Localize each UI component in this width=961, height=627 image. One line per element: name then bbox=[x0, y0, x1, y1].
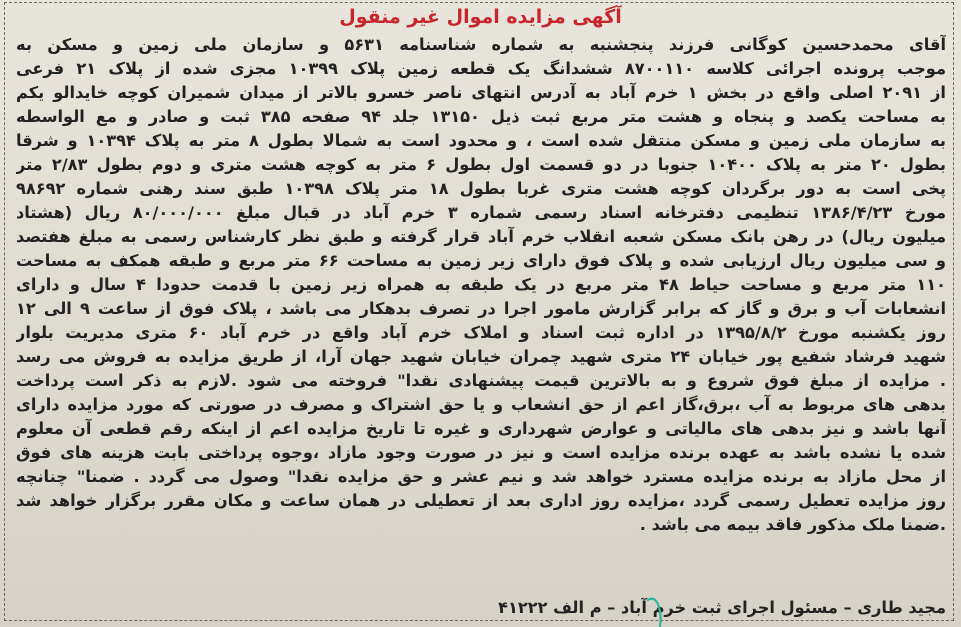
pen-mark-icon bbox=[640, 592, 700, 627]
notice-line: بطول ۲۰ متر به پلاک ۱۰۴۰۰ جنوبا در دو قسمت اول بطول ۶ متر به کوچه هشت متری و دوم بطول ۲/۸۳ متر bbox=[16, 155, 946, 174]
notice-title: آگهی مزایده اموال غیر منقول bbox=[339, 6, 622, 28]
notice-line: شده یا نشده باشد به عهده برنده مزایده است و نیز در صورت وجود مازاد ،وجوه پرداختی بابت هزینه های فوق bbox=[16, 443, 946, 462]
notice-line: ۱۱۰ متر مربع و مساحت حیاط ۴۸ متر مربع در یک طبقه به همراه زیر زمین با قدمت حدودا ۴ سال و دارای bbox=[16, 275, 946, 294]
notice-line: روز مزایده تعطیل رسمی گردد ،مزایده روز اداری بعد از تعطیلی در همان ساعت و مکان مقرر برگزار خواهد شد bbox=[16, 491, 946, 510]
notice-body bbox=[16, 33, 946, 537]
notice-line: از محل مازاد به برنده مزایده مسترد خواهد شد و نیم عشر و حق مزایده نقدا" وصول می گردد . ضمنا" چنانچه bbox=[16, 467, 946, 486]
notice-line: بدهی های مربوط به آب ،برق،گاز اعم از حق انشعاب و یا حق اشتراک و مصرف در صورتی که مورد مزایده دارای bbox=[16, 395, 946, 414]
notice-line: انشعابات آب و برق و گاز که برابر گزارش مامور اجرا در تصرف بدهکار می باشد ، پلاک فوق از ساعت ۹ الی ۱۲ bbox=[16, 299, 946, 318]
notice-line: . مزایده از مبلغ فوق شروع و به بالاترین قیمت پیشنهادی نقدا" فروخته می شود .لازم به ذکر است پرداخت bbox=[16, 371, 946, 390]
notice-line: آنها باشد و نیز بدهی های مالیاتی و عوارض شهرداری و غیره تا تاریخ مزایده اعم از اینکه رقم قطعی آن معلوم bbox=[16, 419, 946, 438]
notice-line: از ۲۰۹۱ اصلی واقع در بخش ۱ خرم آباد به آدرس انتهای ناصر خسرو بالاتر از میدان شمیران کوچه خایدالو یکم bbox=[16, 83, 946, 102]
notice-line: میلیون ریال) در رهن بانک مسکن شعبه انقلاب خرم آباد قرار گرفته و طبق نظر کارشناس رسمی به مبلغ هفتصد bbox=[16, 227, 946, 246]
notice-line: پخی است به دور برگردان کوچه هشت متری غربا بطول ۱۸ متر پلاک ۱۰۳۹۸ طبق سند رهنی شماره ۹۸۶۹۲ bbox=[16, 179, 946, 198]
notice-line: به سازمان ملی زمین و مسکن منتقل شده است ، و محدود است به شمالا بطول ۸ متر به پلاک ۱۰۳۹۴ و شرقا bbox=[16, 131, 946, 150]
notice-line: مورخ ۱۳۸۶/۴/۲۳ تنظیمی دفترخانه اسناد رسمی شماره ۳ خرم آباد در قبال مبلغ ۸۰/۰۰۰/۰۰۰ ریال (هشتاد bbox=[16, 203, 946, 222]
notice-line: شهید فرشاد شفیع پور خیابان ۲۴ متری شهید چمران خیابان شهید جهان آرا، از طریق مزایده به فروش می رسد bbox=[16, 347, 946, 366]
notice-line: موجب پرونده اجرائی کلاسه ۸۷۰۰۱۱۰ ششدانگ یک قطعه زمین پلاک ۱۰۳۹۹ مجزی شده از پلاک ۲۱ فرعی bbox=[16, 59, 946, 78]
notice-signature: مجید طاری – مسئول اجرای ثبت خرم آباد – م الف ۴۱۲۲۲ bbox=[498, 598, 946, 617]
notice-line: و سی میلیون ریال ارزیابی شده و پلاک فوق دارای زیر زمین به مساحت ۶۶ متر مربع و طبقه همکف به مساحت bbox=[16, 251, 946, 270]
notice-line: آقای محمدحسین کوگانی فرزند پنجشنبه به شماره شناسنامه ۵۶۳۱ و سازمان ملی زمین و مسکن به bbox=[16, 35, 946, 54]
notice-line: .ضمنا ملک مذکور فاقد بیمه می باشد . bbox=[639, 515, 946, 534]
notice-line: روز یکشنبه مورخ ۱۳۹۵/۸/۲ در اداره ثبت اسناد و املاک خرم آباد واقع در خرم آباد ۶۰ متری مدیریت بلوار bbox=[16, 323, 946, 342]
notice-line: به مساحت یکصد و پنجاه و هشت متر مربع ثبت ذیل ۱۳۱۵۰ جلد ۹۴ صفحه ۳۸۵ ثبت و صادر و مع الواسطه bbox=[16, 107, 946, 126]
